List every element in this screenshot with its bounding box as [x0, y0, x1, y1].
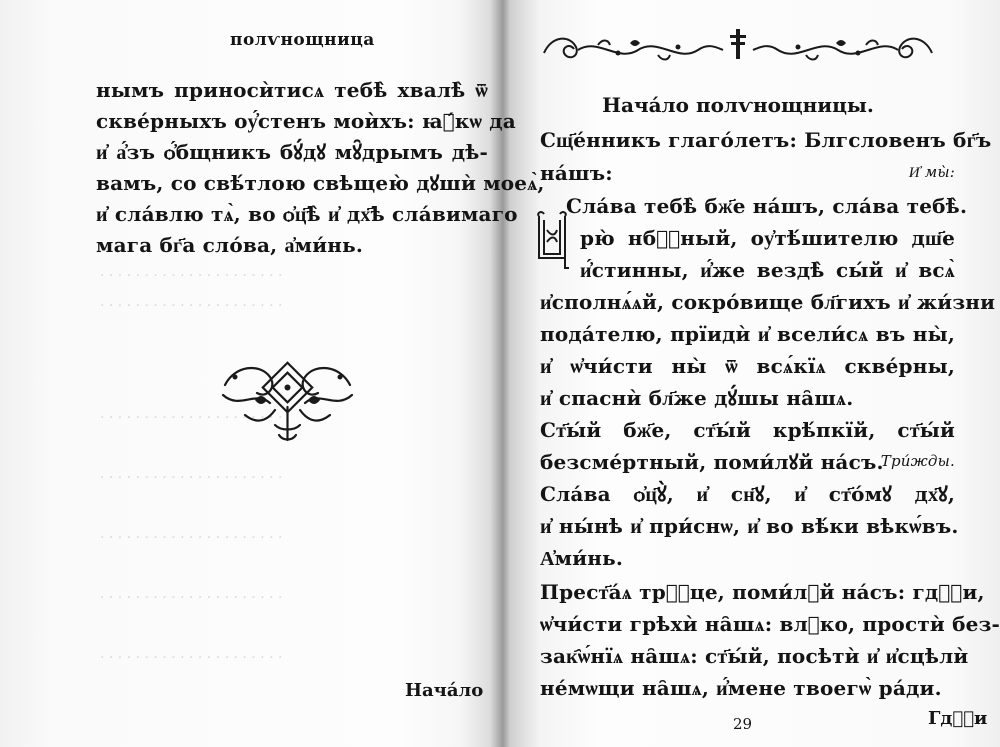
text-line: и҆ ны́нѣ и҆ при́снѡ, и҆ во вѣ́ки вѣкѡ́въ.	[540, 514, 959, 538]
text-line: и҆сполнѧ́ѧй, сокро́вище бл҃гихъ и҆ жи́зни	[540, 290, 996, 314]
text-line: не́мѡщи на̑шѧ, и҆́мене твоегѡ̀ ра́ди.	[540, 676, 942, 700]
text-line: Сла́ва ѻ҆ц҃ꙋ̀, и҆ сн҃ꙋ, и҆ ст҃о́мꙋ дх҃ꙋ,	[540, 482, 955, 506]
text-line: Прест҃а́ѧ трⷪ҇це, поми́лꙋй на́съ: гдⷭ҇и,	[540, 580, 985, 604]
text-line: вамъ, со свѣ́тлою свѣщею̀ дꙋшѝ моеѧ̀,	[96, 171, 545, 195]
text-run: на́шъ:	[540, 161, 613, 185]
bleed-through: · · · · · · · · · · · · · · · · · · · · ·	[100, 298, 283, 314]
running-head: полѵнощница	[230, 30, 375, 50]
bleed-through: · · · · · · · · · · · · · · · · · · · · ·	[100, 268, 283, 284]
bleed-through: · · · · · · · · · · · · · · · · · · · · ·	[100, 410, 283, 426]
text-line: и҆́стинны, и҆́же вездѣ̀ сы́й и҆ всѧ̀	[580, 258, 955, 282]
catchword: Гдⷭ҇и	[928, 708, 988, 729]
text-line: и҆ а҆́зъ ѻ҆́бщникъ бꙋ́дꙋ мꙋ̑дрымъ дѣ-	[96, 140, 488, 164]
text-line: скве́рныхъ оу҆́стенъ моѝхъ: ꙗ҆́кѡ да	[96, 109, 516, 133]
text-line: пода́телю, прїидѝ и҆ всели́сѧ въ ны̀,	[540, 322, 955, 346]
footer-word: Нача́ло	[405, 680, 484, 701]
text-line: ѡ҆чи́сти грѣхѝ на̑шѧ: влⷣко, простѝ без-	[540, 612, 1000, 636]
text-line: Сла́ва тебѣ̀ бж҃е на́шъ, сла́ва тебѣ̀.	[566, 194, 968, 218]
page-number: 29	[733, 715, 753, 733]
drop-cap-initial-icon	[533, 210, 573, 272]
text-line: мага бг҃а сло́ва, а҆ми́нь.	[96, 233, 364, 257]
text-line: рю̀ нбⷭ҇ный, оу҆тѣ́шителю дш҃е	[580, 226, 955, 250]
text-line	[540, 163, 955, 183]
text-line: зак҄ѡ́нїѧ на̑шѧ: ст҃ы́й, посѣтѝ и҆ и҆сцѣлѝ	[540, 644, 969, 668]
bleed-through: · · · · · · · · · · · · · · · · · · · · ·	[100, 650, 283, 666]
text-line: и҆ ѡ҆чи́сти ны̀ ѿ всѧ́кїѧ скве́рны,	[540, 354, 955, 378]
bleed-through: · · · · · · · · · · · · · · · · · · · · ·	[100, 530, 283, 546]
bleed-through: · · · · · · · · · · · · · · · · · · · · ·	[100, 590, 283, 606]
right-page	[508, 0, 1000, 747]
bleed-through: · · · · · · · · · · · · · · · · · · · · ·	[100, 470, 283, 486]
text-line: и҆ сла́влю тѧ̀, во ѻ҆ц҃ѣ̀ и҆ дх҃ѣ сла́вимаго	[96, 202, 518, 226]
tailpiece-ornament-icon	[215, 355, 360, 445]
section-title: Нача́ло полѵнощницы.	[602, 93, 874, 117]
drop-cap-letter: Ц	[553, 250, 554, 251]
text-line: А҆ми́нь.	[540, 546, 624, 570]
text-line: Ст҃ы́й бж҃е, ст҃ы́й крѣ́пкїй, ст҃ы́й	[540, 418, 955, 442]
text-run: безсме́ртный, поми́лꙋй на́съ.	[540, 450, 884, 474]
rubric: И҆ мы̀:	[908, 163, 955, 181]
headpiece-ornament-icon	[538, 25, 938, 67]
text-line: Сщ҃е́нникъ глаго́летъ: Блгcловенъ бг҃ъ	[540, 128, 992, 152]
text-line: нымъ приносѝтисѧ тебѣ̀ хвалѣ̀ ѿ	[96, 78, 488, 102]
rubric: Три́жды.	[880, 452, 955, 470]
text-line: и҆ спаснѝ бл҃же дꙋ́шы на̑шѧ.	[540, 386, 854, 410]
text-line	[540, 452, 955, 472]
